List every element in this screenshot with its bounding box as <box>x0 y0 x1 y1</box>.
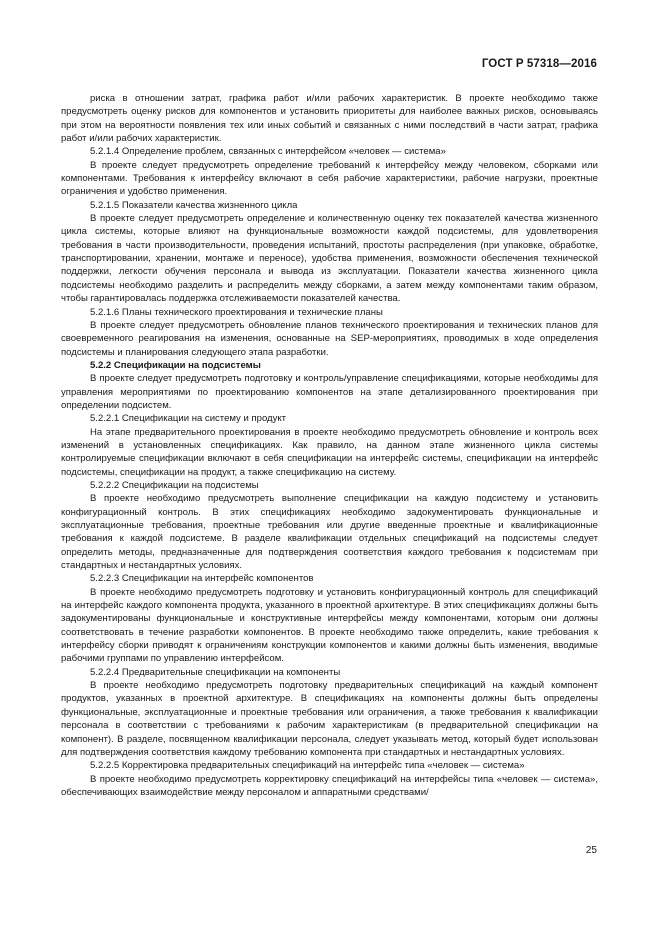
section-heading: 5.2.1.4 Определение проблем, связанных с интерфейсом «человек — система» <box>90 146 446 158</box>
section-heading: 5.2.2.4 Предварительные спецификации на компоненты <box>90 666 341 678</box>
paragraph: На этапе предварительного проектирования в проекте необходимо предусмотреть обновление и контроль всех изменений в установленных спецификациях. Как правило, на данном этапе жизненного цикла системы контролируемые спецификации включают в себя спецификации на интерфейс системы, спецификации на интерфейс подсистемы, спецификации на продукт, а также спецификацию на систему. <box>61 426 598 478</box>
section-heading: 5.2.2 Спецификации на подсистемы <box>90 359 261 371</box>
paragraph: В проекте следует предусмотреть подготовку и контроль/управление спецификациями, которые необходимы для управления мероприятиями по проектированию компонентов на этапе детализированного проектирования при определении подсистем. <box>61 373 598 411</box>
paragraph: В проекте необходимо предусмотреть корректировку спецификаций на интерфейсы типа «человек — система», обеспечивающих взаимодействие между персоналом и аппаратными средствами/ <box>61 773 598 798</box>
section-heading: 5.2.2.2 Спецификации на подсистемы <box>90 479 259 491</box>
section-heading: 5.2.2.5 Корректировка предварительных спецификаций на интерфейс типа «человек — система» <box>90 760 525 772</box>
main-text <box>61 92 598 799</box>
paragraph: В проекте необходимо предусмотреть подготовку предварительных спецификаций на каждый компонент продуктов, указанных в проектной архитектуре. В спецификациях на компоненты должны быть определены функциональные, эксплуатационные и проектные требования или ограничения, а также требования к квалификации персонала в соответствии с требованиями к рабочим характеристикам (в предварительной спецификации на компонент). В разделе, посвященном квалификации персонала, следует указывать метод, который будет использован для подтверждения соответствия каждому требованию компонента при стандартных и нестандартных условиях. <box>61 680 598 758</box>
section-heading: 5.2.1.6 Планы технического проектирования и технические планы <box>90 306 383 318</box>
paragraph: В проекте необходимо предусмотреть выполнение спецификации на каждую подсистему и установить конфигурационный контроль. В этих спецификациях необходимо задокументировать функциональные и эксплуатационные требования, проектные требования или другие введенные проектные и квалификационные требования к каждой подсистеме. В разделе квалификации отдельных спецификаций на подсистемы следует определить методы, предназначенные для подтверждения соответствия каждого требования к подсистемам при стандартных и нестандартных условиях. <box>61 493 598 572</box>
section-heading: 5.2.2.1 Спецификации на систему и продукт <box>90 413 287 425</box>
paragraph: риска в отношении затрат, графика работ и/или рабочих характеристик. В проекте необходимо также предусмотреть оценку рисков для компонентов и установить приоритеты для наиболее важных рисков, основываясь при этом на вероятности появления тех или иных событий и связанных с ними последствий в части затрат, графика работ и/или рабочих характеристик. <box>61 93 598 145</box>
paragraph: В проекте следует предусмотреть обновление планов технического проектирования и технических планов для своевременного реагирования на изменения, основанные на SEP-мероприятиях, проводимых в ходе определения подсистемы и планирования следующего этапа разработки. <box>61 319 598 358</box>
section-heading: 5.2.2.3 Спецификации на интерфейс компонентов <box>90 573 314 585</box>
paragraph: В проекте следует предусмотреть определение требований к интерфейсу между человеком, сборками или компонентами. Требования к интерфейсу включают в себя рабочие характеристики, рабочие нагрузки, проектные ограничения и удобство применения. <box>61 159 598 198</box>
section-heading: 5.2.1.5 Показатели качества жизненного цикла <box>90 199 298 211</box>
paragraph: В проекте следует предусмотреть определение и количественную оценку тех показателей качества жизненного цикла системы, которые влияют на функциональные возможности каждой подсистемы, для удовлетворения требования в части производительности, проведения испытаний, простоты распределения (при упаковке, обработке, транспортировании, хранении, монтаже и переносе), удобства применения, возможности обеспечения технической поддержки, легкости обучения персонала и вывода из эксплуатации. Показатели качества жизненного цикла подсистемы необходимо разделить и распределить между сборками, а затем между компонентами таким образом, чтобы гарантировалась поддержка отслеживаемости показателей качества. <box>61 213 598 305</box>
page-number: 25 <box>585 845 597 856</box>
document-code: ГОСТ Р 57318—2016 <box>481 58 597 70</box>
paragraph: В проекте необходимо предусмотреть подготовку и установить конфигурационный контроль для спецификаций на интерфейс каждого компонента продукта, указанного в проектной архитектуре. В этих спецификациях должны быть задокументированы функциональные и конструктивные интерфейсы между компонентами, которым они должны соответствовать в течение разработки компонентов. В проекте необходимо также определить, какие требования к интерфейсу сборки приводят к ограничениям конструкции компонентов и какими должны быть изменения, вводимые рабочими группами по управлению интерфейсом. <box>61 586 598 665</box>
